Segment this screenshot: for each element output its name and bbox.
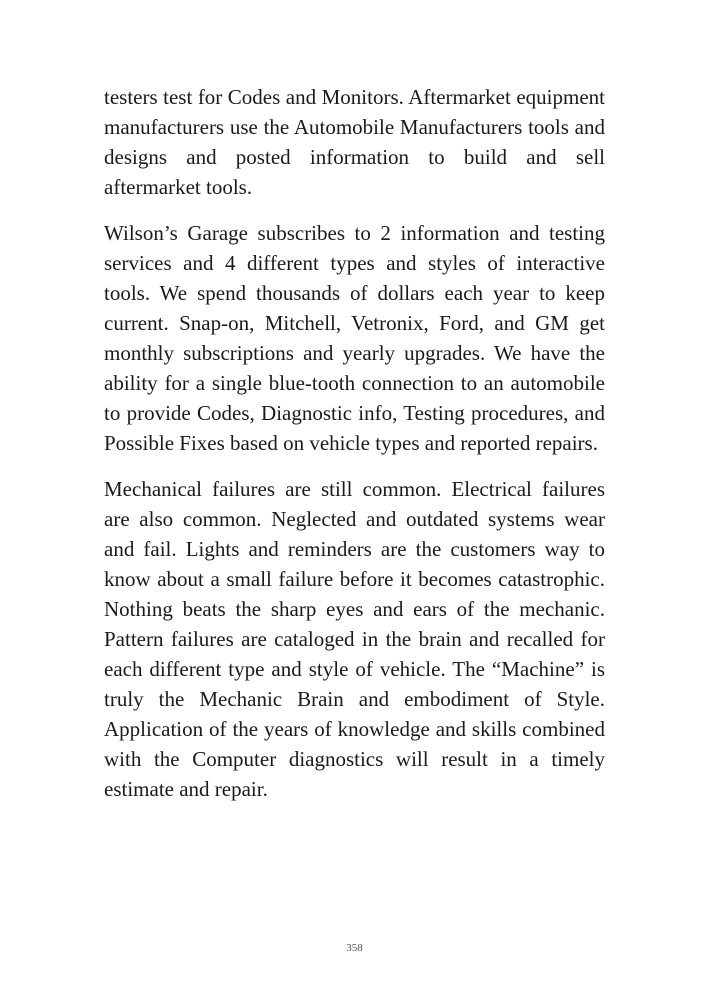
body-text	[104, 82, 605, 820]
page-number: 358	[346, 942, 363, 954]
paragraph-2: Wilson’s Garage subscribes to 2 information and testing services and 4 different types and styles of interactive tools. We spend thousands of dollars each year to keep current. Snap-on, Mitchell, Vetronix, Ford, and GM get monthly subscriptions and yearly upgrades. We have the ability for a single blue-tooth connection to an automobile to provide Codes, Diagnostic info, Testing procedures, and Possible Fixes based on vehicle types and reported repairs.	[104, 221, 605, 455]
paragraph-1: testers test for Codes and Monitors. Aftermarket equipment manufacturers use the Automobile Manufacturers tools and designs and posted information to build and sell aftermarket tools.	[104, 85, 605, 199]
paragraph-3: Mechanical failures are still common. Electrical failures are also common. Neglected and outdated systems wear and fail. Lights and reminders are the customers way to know about a small failure before it becomes catastrophic. Nothing beats the sharp eyes and ears of the mechanic. Pattern failures are cataloged in the brain and recalled for each different type and style of vehicle. The “Machine” is truly the Mechanic Brain and embodiment of Style. Application of the years of knowledge and skills combined with the Computer diagnostics will result in a timely estimate and repair.	[104, 477, 605, 801]
